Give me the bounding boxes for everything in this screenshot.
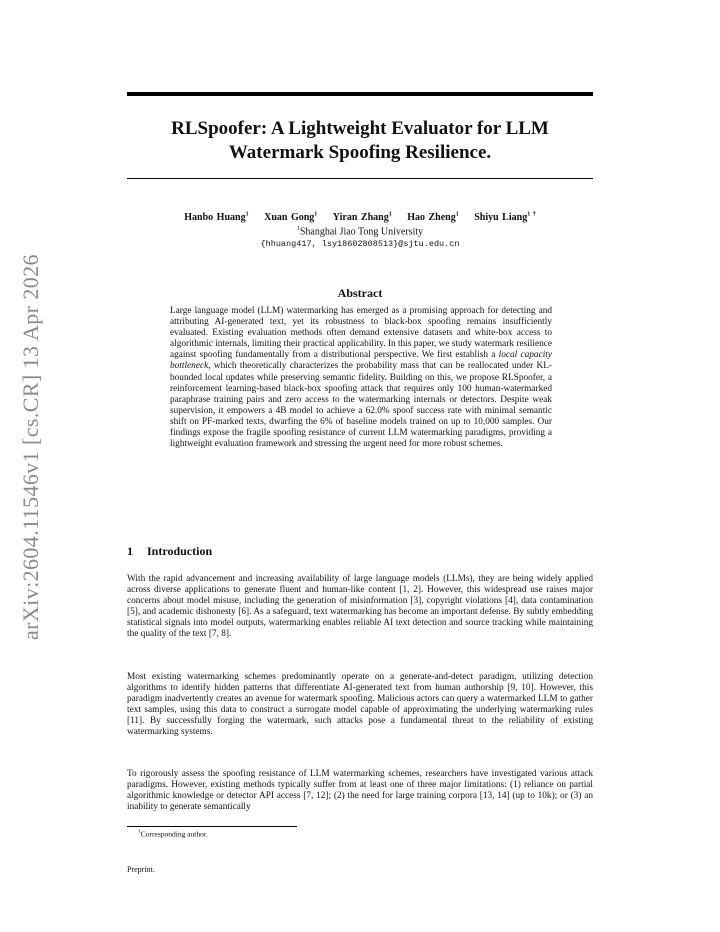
footnote: †Corresponding author. bbox=[138, 829, 208, 839]
author-list bbox=[127, 212, 593, 223]
footnote-rule bbox=[127, 826, 297, 827]
author-name: Xuan Gong$^1$ bbox=[264, 212, 318, 224]
author-name: Hao Zheng$^1$ bbox=[407, 212, 459, 224]
author-name: Yiran Zhang$^1$ bbox=[332, 212, 392, 224]
paper-title: RLSpoofer: A Lightweight Evaluator for LLM Watermark Spoofing Resilience. bbox=[171, 118, 549, 163]
title-bottom-rule bbox=[127, 178, 593, 179]
intro-paragraph: Most existing watermarking schemes predominantly operate on a generate-and-detect paradigm, utilizing detection algorithms to identify hidden patterns that differentiate AI-generated text from human authorship [9, 10]. However, this paradigm inadvertently creates an avenue for watermark spoofing. Malicious actors can query a watermarked LLM to gather text samples, using this data to construct a surrogate model capable of approximating the underlying watermarking rules [11]. By successfully forging the watermark, such attacks pose a fundamental threat to the reliability of existing watermarking systems. bbox=[127, 672, 593, 738]
abstract-heading: Abstract bbox=[337, 286, 383, 300]
intro-paragraph: With the rapid advancement and increasing availability of large language models (LLMs), they are being widely applied across diverse applications to generate fluent and human-like content [1, 2]. However, this widespread use raises major concerns about model misuse, including the generation of misinformation [3], copyright violations [4], data contamination [5], and academic dishonesty [6]. As a safeguard, text watermarking has become an important defense. By subtly embedding statistical signals into model outputs, watermarking enables reliable AI text detection and source tracking while maintaining the quality of the text [7, 8]. bbox=[127, 574, 593, 640]
title-top-rule bbox=[127, 92, 593, 96]
abstract-text: Large language model (LLM) watermarking has emerged as a promising approach for detecting and attributing AI-generated text, yet its robustness to black-box spoofing remains insufficiently evaluated. Existing evaluation methods often demand extensive datasets and white-box access to algorithmic internals, limiting their practical applicability. In this paper, we study watermark resilience against spoofing fundamentally from a distributional perspective. We first establish a local capacity bottleneck, which theoretically characterizes the probability mass that can be reallocated under KL-bounded local updates while preserving semantic fidelity. Building on this, we propose RLSpoofer, a reinforcement learning-based black-box spoofing attack that requires only 100 human-watermarked paraphrase training pairs and zero access to the watermarking internals or detectors. Despite weak supervision, it empowers a 4B model to achieve a 62.0% spoof success rate with minimal semantic shift on PF-marked texts, dwarfing the 6% of baseline models trained on up to 10,000 samples. Our findings expose the fragile spoofing resistance of current LLM watermarking paradigms, providing a lightweight evaluation framework and stressing the urgent need for more robust schemes. bbox=[170, 306, 552, 450]
author-emails[interactable]: {hhuang417, lsy18602808513}@sjtu.edu.cn bbox=[260, 239, 460, 249]
arxiv-identifier[interactable]: arXiv:2604.11546v1 [cs.CR] 13 Apr 2026 bbox=[18, 254, 43, 640]
abstract-emphasis: local capacity bottleneck bbox=[170, 350, 552, 372]
author-affiliation: $^1$Shanghai Jiao Tong University bbox=[296, 226, 424, 238]
author-name: Hanbo Huang$^1$ bbox=[184, 212, 249, 224]
author-name: Shiyu Liang$^{1 \dagger}$ bbox=[474, 212, 536, 224]
section-heading-introduction: 1 Introduction bbox=[127, 544, 213, 558]
preprint-label: Preprint. bbox=[127, 865, 155, 874]
intro-paragraph: To rigorously assess the spoofing resistance of LLM watermarking schemes, researchers have investigated various attack paradigms. However, existing methods typically suffer from at least one of three major limitations: (1) reliance on partial algorithmic knowledge or detector API access [7, 12]; (2) the need for large training corpora [13, 14] (up to 10k); or (3) an inability to generate semantically bbox=[127, 769, 593, 813]
